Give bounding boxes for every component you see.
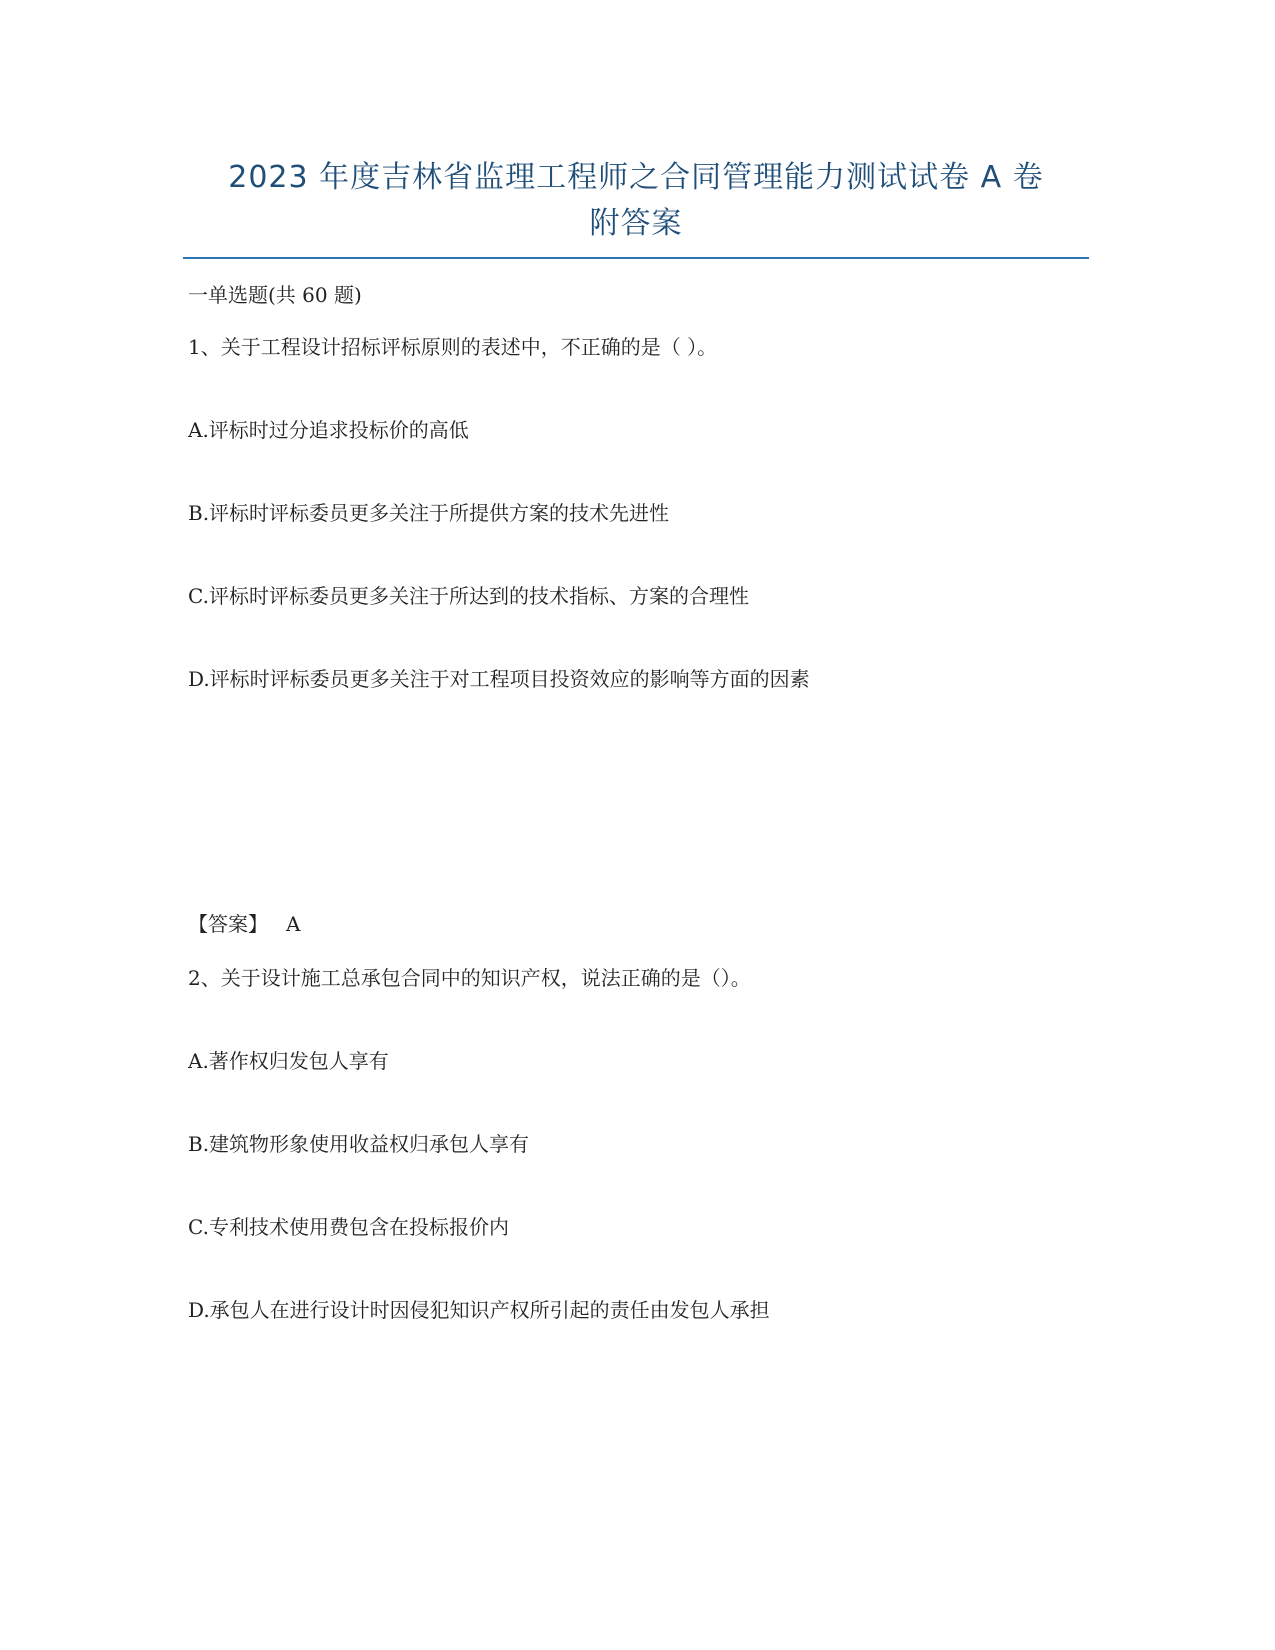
title-divider [183, 257, 1089, 259]
question-1-option-d: D.评标时评标委员更多关注于对工程项目投资效应的影响等方面的因素 [188, 667, 810, 691]
question-2-option-d: D.承包人在进行设计时因侵犯知识产权所引起的责任由发包人承担 [188, 1298, 770, 1322]
question-2-option-b: B.建筑物形象使用收益权归承包人享有 [188, 1132, 530, 1156]
document-title [183, 155, 1089, 247]
question-2-option-c: C.专利技术使用费包含在投标报价内 [188, 1215, 509, 1239]
answer-label: 【答案】 [188, 912, 268, 936]
question-1-option-b: B.评标时评标委员更多关注于所提供方案的技术先进性 [188, 501, 670, 525]
question-2-stem: 2、关于设计施工总承包合同中的知识产权，说法正确的是（）。 [188, 966, 751, 990]
answer-value: A [286, 912, 301, 936]
question-1-stem: 1、关于工程设计招标评标原则的表述中，不正确的是（ ）。 [188, 335, 718, 359]
question-2-option-a: A.著作权归发包人享有 [188, 1049, 389, 1073]
question-1-option-c: C.评标时评标委员更多关注于所达到的技术指标、方案的合理性 [188, 584, 749, 608]
question-1-answer [188, 910, 300, 938]
title-line-2: 附答案 [589, 206, 683, 241]
question-1-option-a: A.评标时过分追求投标价的高低 [188, 418, 469, 442]
section-heading: 一单选题(共 60 题) [188, 283, 362, 307]
title-line-1: 2023 年度吉林省监理工程师之合同管理能力测试试卷 A 卷 [228, 160, 1044, 195]
